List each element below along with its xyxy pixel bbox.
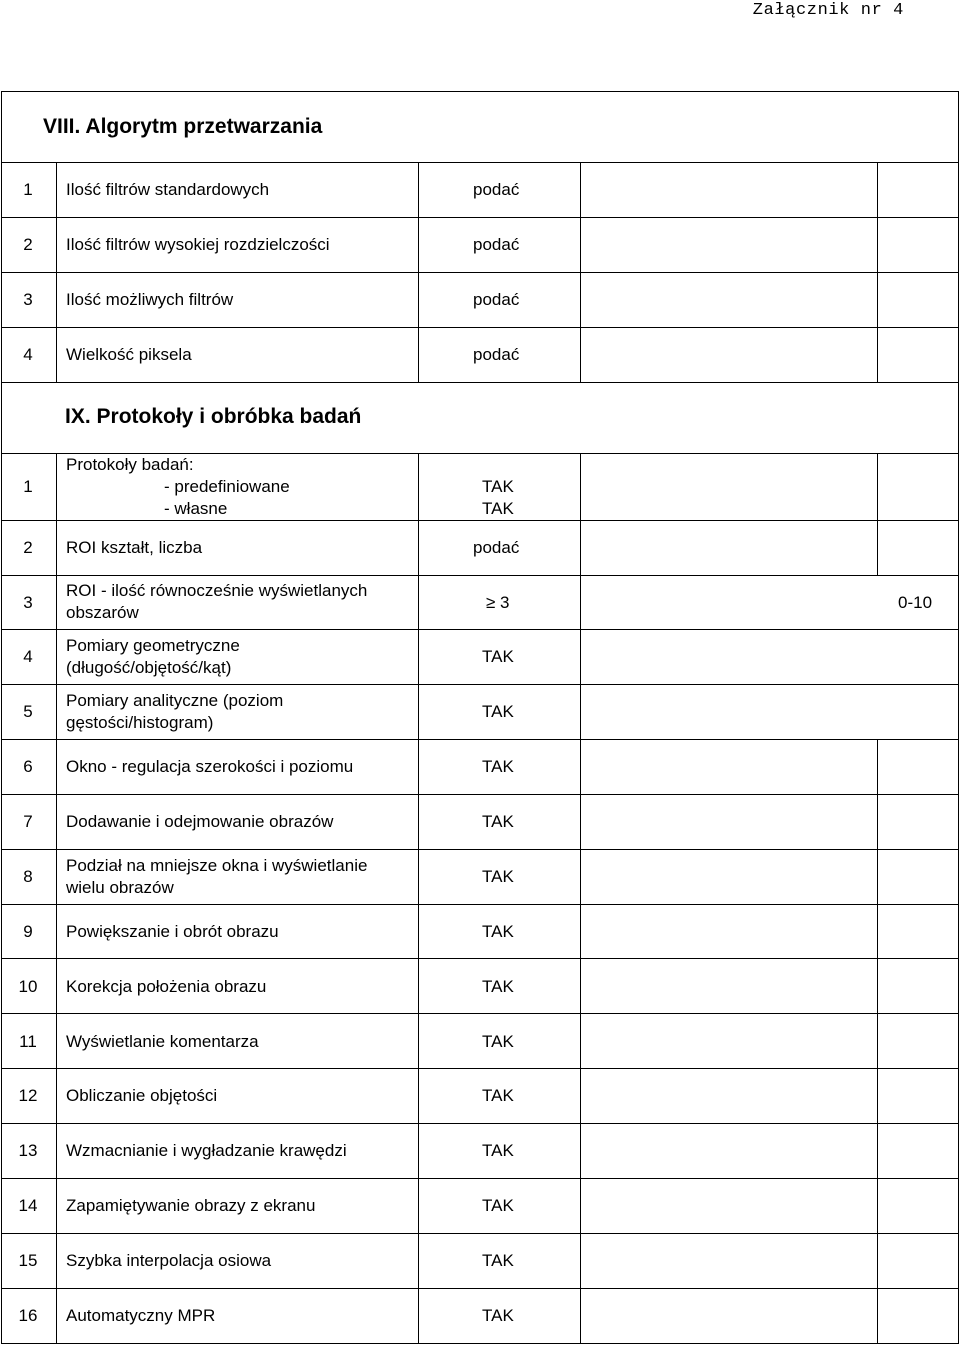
row-value: TAK	[482, 1141, 514, 1160]
section-title: IX. Protokoły i obróbka badań	[65, 405, 362, 428]
row-value: podać	[473, 180, 520, 199]
row-number: 3	[23, 290, 33, 309]
row-number: 10	[18, 977, 38, 996]
row-label: ROI - ilość równocześnie wyświetlanych	[66, 581, 368, 600]
row-number: 8	[23, 867, 33, 886]
row-value: TAK	[482, 1251, 514, 1270]
row-label: - własne	[164, 499, 228, 518]
row-label: (długość/objętość/kąt)	[66, 658, 232, 677]
col-divider	[580, 162, 581, 383]
row-number: 13	[18, 1141, 38, 1160]
row-label: Protokoły badań:	[66, 455, 194, 474]
row-divider	[1, 327, 959, 328]
row-number: 16	[18, 1306, 38, 1325]
row-label: Pomiary geometryczne	[66, 636, 240, 655]
row-divider	[1, 849, 959, 850]
row-value: TAK	[482, 702, 514, 721]
section-title: VIII. Algorytm przetwarzania	[43, 115, 323, 138]
row-value: podać	[473, 345, 520, 364]
row-number: 4	[23, 345, 33, 364]
row-label: obszarów	[66, 603, 139, 622]
row-number: 4	[23, 647, 33, 666]
row-label: - predefiniowane	[164, 477, 290, 496]
row-divider	[1, 217, 959, 218]
row-number: 2	[23, 538, 33, 557]
row-number: 12	[18, 1086, 38, 1105]
row-value: TAK	[482, 477, 514, 496]
row-label: Wyświetlanie komentarza	[66, 1032, 259, 1051]
row-value: TAK	[482, 922, 514, 941]
row-label: gęstości/histogram)	[66, 713, 214, 732]
col-divider	[56, 453, 57, 1344]
col-divider	[877, 162, 878, 383]
row-value: podać	[473, 538, 520, 557]
row-label: Ilość filtrów wysokiej rozdzielczości	[66, 235, 330, 254]
row-number: 3	[23, 593, 33, 612]
row-number: 15	[18, 1251, 38, 1270]
row-number: 9	[23, 922, 33, 941]
row-label: Korekcja położenia obrazu	[66, 977, 267, 996]
row-number: 5	[23, 702, 33, 721]
row-value: TAK	[482, 1306, 514, 1325]
row-label: wielu obrazów	[66, 878, 174, 897]
row-divider	[1, 91, 959, 92]
row-divider	[1, 1123, 959, 1124]
row-divider	[1, 794, 959, 795]
row-divider	[1, 272, 959, 273]
row-divider	[1, 1288, 959, 1289]
row-divider	[1, 958, 959, 959]
row-divider	[1, 520, 959, 521]
row-value: TAK	[482, 1086, 514, 1105]
row-divider	[1, 162, 959, 163]
row-divider	[1, 629, 959, 630]
row-number: 1	[23, 180, 33, 199]
row-divider	[1, 684, 959, 685]
col-divider	[958, 91, 959, 1344]
row-value: TAK	[482, 757, 514, 776]
row-value: TAK	[482, 812, 514, 831]
row-number: 14	[18, 1196, 38, 1215]
row-value: TAK	[482, 977, 514, 996]
row-label: Pomiary analityczne (poziom	[66, 691, 284, 710]
row-label: Zapamiętywanie obrazy z ekranu	[66, 1196, 316, 1215]
row-label: Okno - regulacja szerokości i poziomu	[66, 757, 354, 776]
row-label: Obliczanie objętości	[66, 1086, 218, 1105]
row-value: podać	[473, 235, 520, 254]
row-label: Dodawanie i odejmowanie obrazów	[66, 812, 334, 831]
row-divider	[1, 1343, 959, 1344]
row-value: podać	[473, 290, 520, 309]
row-value: ≥ 3	[486, 593, 510, 612]
row-label: Wzmacnianie i wygładzanie krawędzi	[66, 1141, 347, 1160]
row-label: Ilość możliwych filtrów	[66, 290, 234, 309]
col-divider	[418, 453, 419, 1344]
col-divider	[877, 453, 878, 575]
row-divider	[1, 1068, 959, 1069]
row-number: 11	[19, 1032, 37, 1051]
row-value: TAK	[482, 499, 514, 518]
row-label: Ilość filtrów standardowych	[66, 180, 270, 199]
row-number: 6	[23, 757, 33, 776]
row-number: 2	[23, 235, 33, 254]
row-divider	[1, 1178, 959, 1179]
row-label: Automatyczny MPR	[66, 1306, 216, 1325]
row-number: 1	[23, 477, 33, 496]
row-divider	[1, 575, 959, 576]
row-label: Szybka interpolacja osiowa	[66, 1251, 272, 1270]
row-label: Powiększanie i obrót obrazu	[66, 922, 279, 941]
row-value: TAK	[482, 867, 514, 886]
row-divider	[1, 1013, 959, 1014]
row-value: TAK	[482, 647, 514, 666]
annex-label: Załącznik nr 4	[752, 1, 904, 20]
row-divider	[1, 904, 959, 905]
col-divider	[56, 162, 57, 383]
row-label: Wielkość piksela	[66, 345, 192, 364]
row-divider	[1, 382, 959, 383]
row-value: TAK	[482, 1032, 514, 1051]
row-label: ROI kształt, liczba	[66, 538, 203, 557]
row-value: TAK	[482, 1196, 514, 1215]
row-label: Podział na mniejsze okna i wyświetlanie	[66, 856, 368, 875]
row-divider	[1, 739, 959, 740]
row-number: 7	[23, 812, 33, 831]
col-divider	[877, 739, 878, 1344]
col-divider	[580, 453, 581, 1344]
row-extra: 0-10	[898, 593, 933, 612]
row-divider	[1, 1233, 959, 1234]
col-divider	[418, 162, 419, 383]
